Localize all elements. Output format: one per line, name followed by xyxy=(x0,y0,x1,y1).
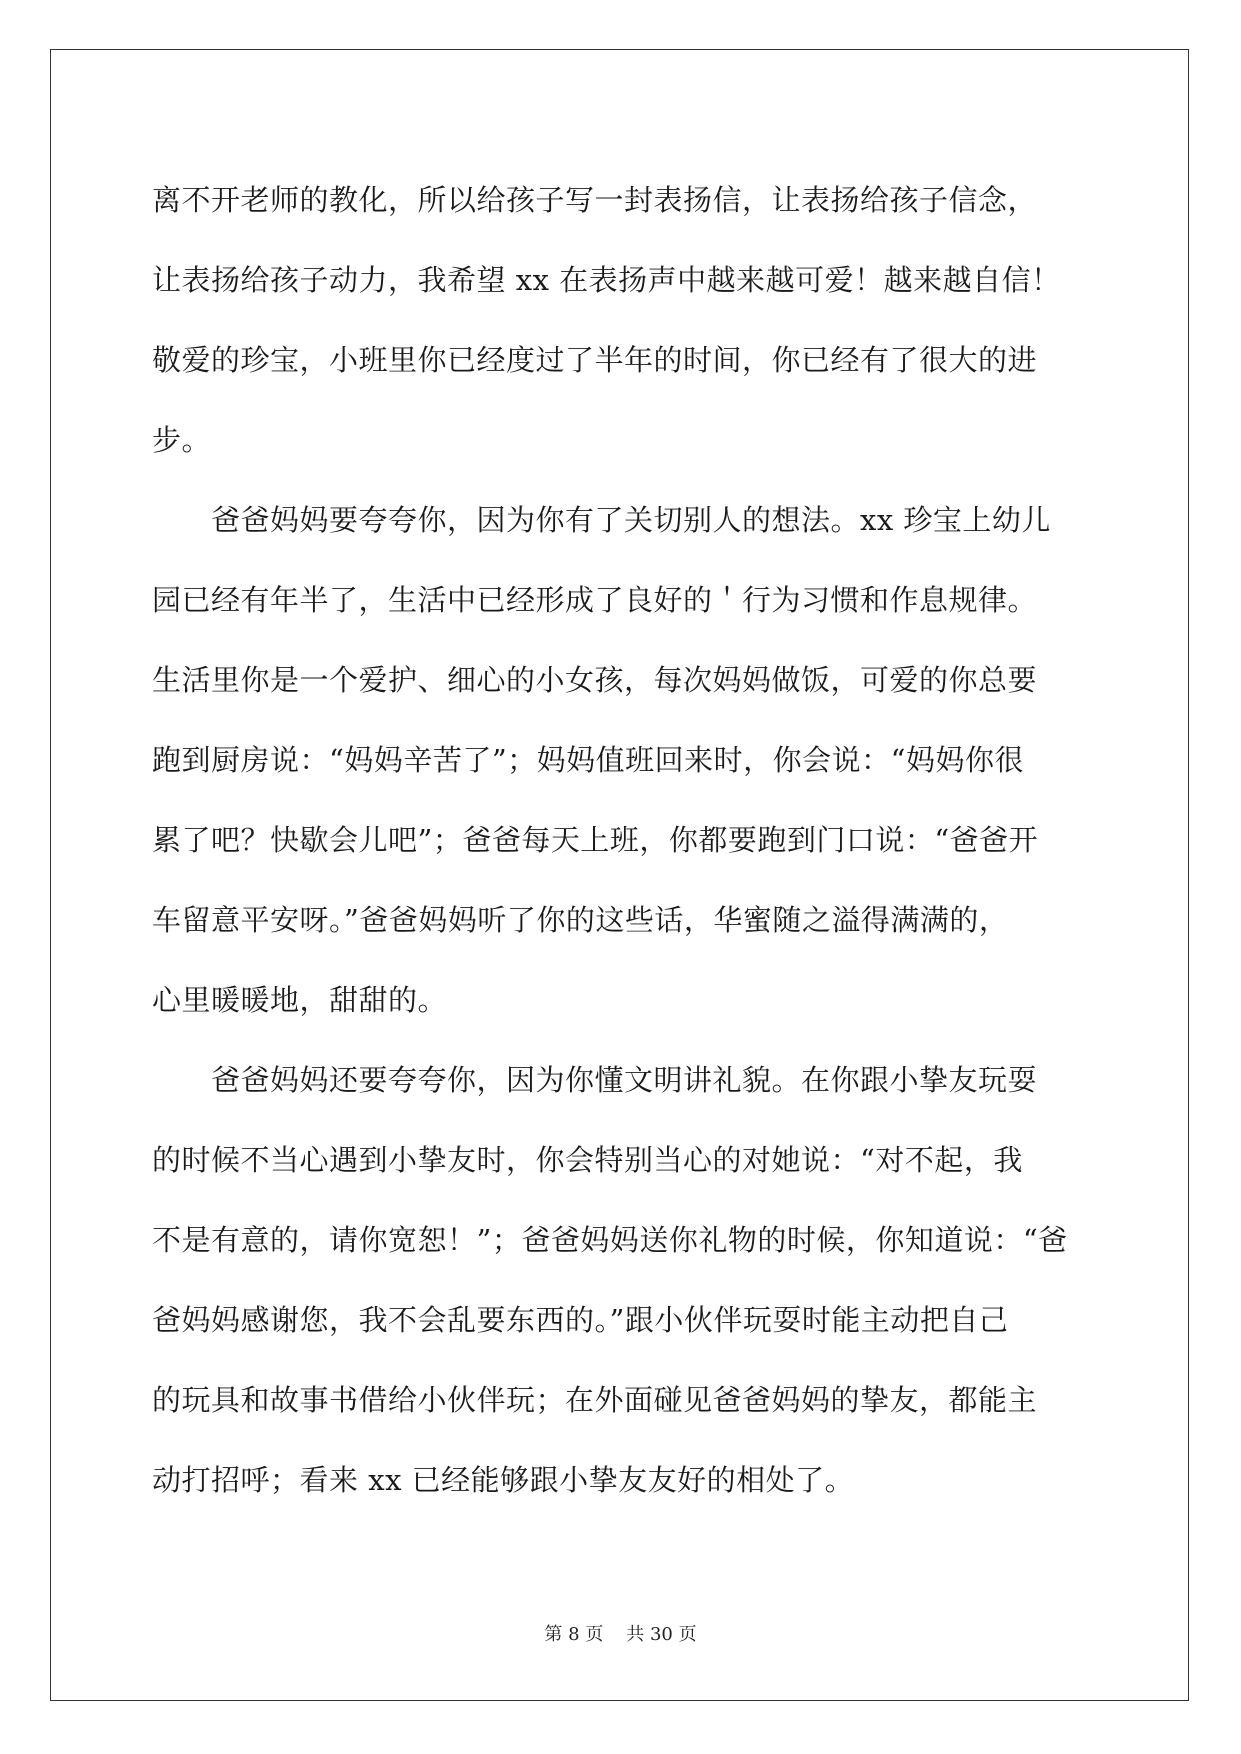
text-line: 跑到厨房说：“妈妈辛苦了”；妈妈值班回来时，你会说：“妈妈你很 xyxy=(152,743,1024,777)
text-line: 的玩具和故事书借给小伙伴玩；在外面碰见爸爸妈妈的挚友，都能主 xyxy=(152,1383,1038,1417)
page-total: 共 30 页 xyxy=(626,1624,697,1645)
page-number: 第 8 页 xyxy=(544,1624,604,1645)
text-line: 爸爸妈妈要夸夸你，因为你有了关切别人的想法。xx 珍宝上幼儿 xyxy=(152,503,1051,537)
text-line: 敬爱的珍宝，小班里你已经度过了半年的时间，你已经有了很大的进 xyxy=(152,343,1038,377)
text-line: 步。 xyxy=(152,423,212,457)
text-line: 让表扬给孩子动力，我希望 xx 在表扬声中越来越可爱！越来越自信！ xyxy=(152,263,1061,297)
body-text xyxy=(152,160,1092,1520)
page-footer xyxy=(0,1620,1241,1646)
text-line: 园已经有年半了，生活中已经形成了良好的＇行为习惯和作息规律。 xyxy=(152,583,1038,617)
text-line: 离不开老师的教化，所以给孩子写一封表扬信，让表扬给孩子信念， xyxy=(152,183,1038,217)
text-line: 爸爸妈妈还要夸夸你，因为你懂文明讲礼貌。在你跟小挚友玩耍 xyxy=(152,1063,1038,1097)
text-line: 爸妈妈感谢您，我不会乱要东西的。”跟小伙伴玩耍时能主动把自己 xyxy=(152,1303,1009,1337)
text-line: 的时候不当心遇到小挚友时，你会特别当心的对她说：“对不起，我 xyxy=(152,1143,1023,1177)
text-line: 累了吧？快歇会儿吧”；爸爸每天上班，你都要跑到门口说：“爸爸开 xyxy=(152,823,1039,857)
text-line: 动打招呼；看来 xx 已经能够跟小挚友友好的相处了。 xyxy=(152,1463,855,1497)
text-line: 车留意平安呀。”爸爸妈妈听了你的这些话，华蜜随之溢得满满的， xyxy=(152,903,1009,937)
text-line: 不是有意的，请你宽恕！”；爸爸妈妈送你礼物的时候，你知道说：“爸 xyxy=(152,1223,1068,1257)
text-line: 心里暖暖地，甜甜的。 xyxy=(152,983,448,1017)
text-line: 生活里你是一个爱护、细心的小女孩，每次妈妈做饭，可爱的你总要 xyxy=(152,663,1038,697)
